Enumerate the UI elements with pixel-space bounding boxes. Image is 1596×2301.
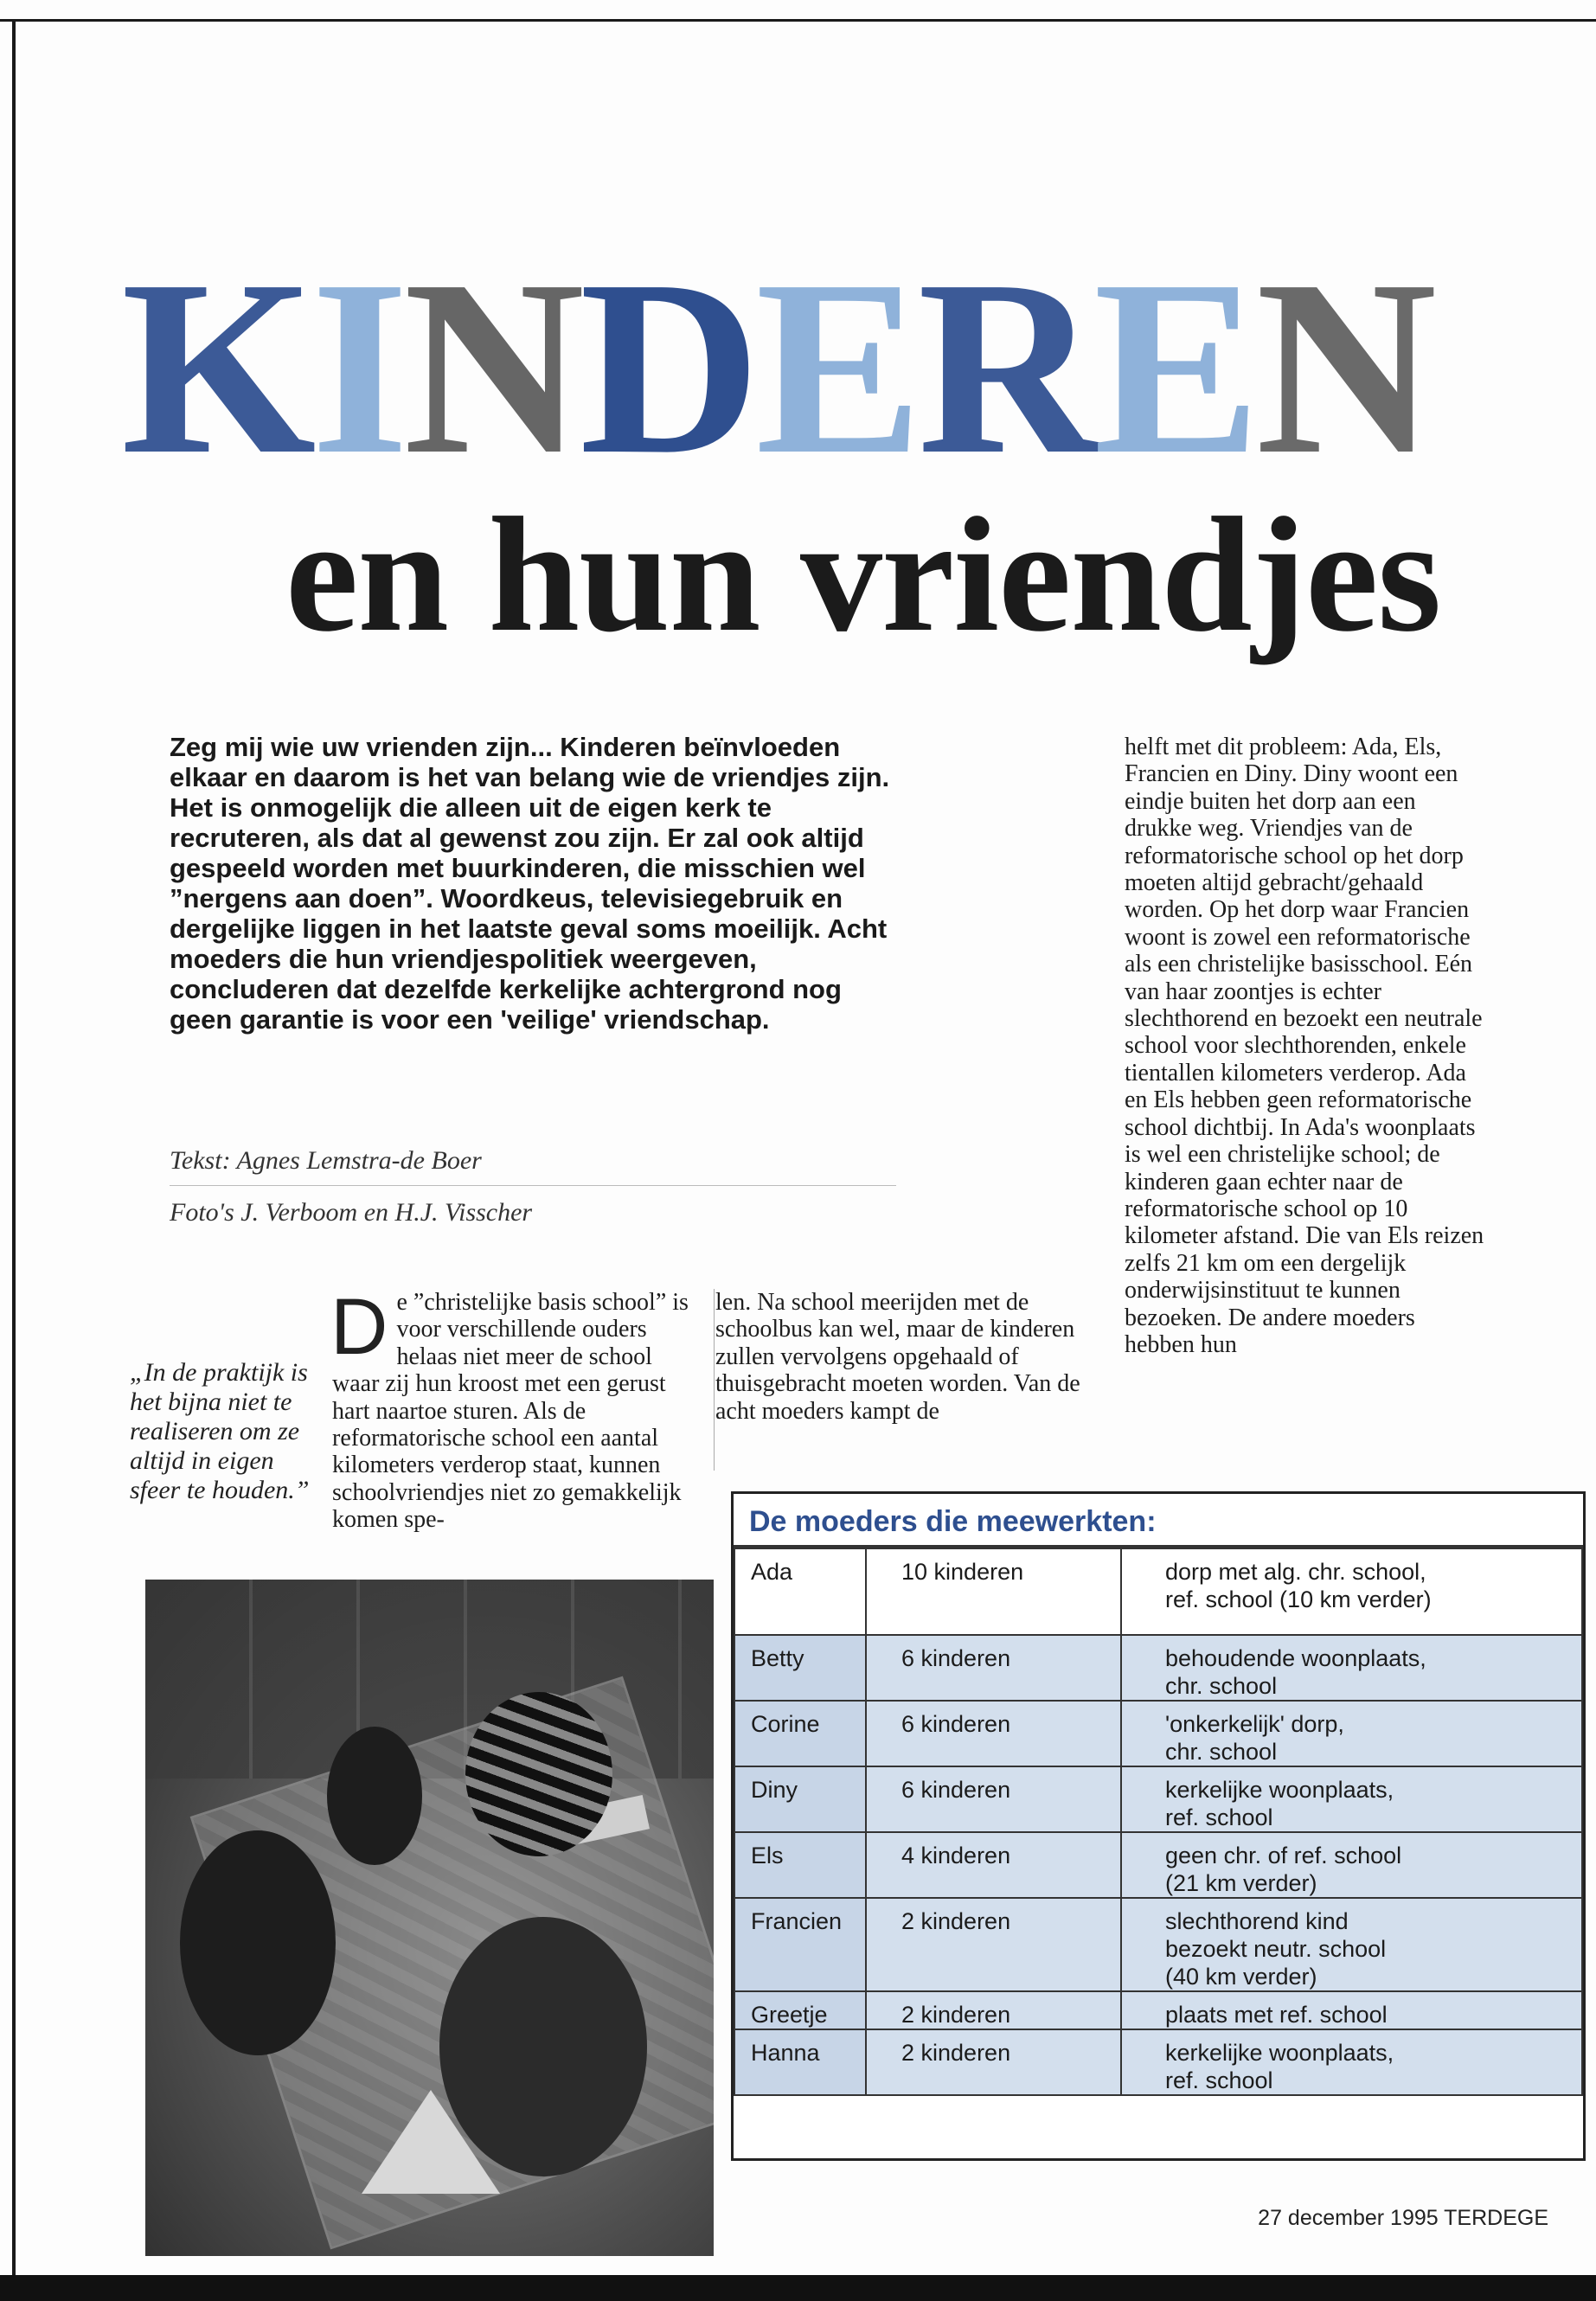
title-letter: N bbox=[403, 228, 580, 506]
mother-name-cell: Betty bbox=[734, 1635, 866, 1701]
title-letter: R bbox=[917, 228, 1094, 506]
children-count-cell: 2 kinderen bbox=[866, 1898, 1121, 1991]
mothers-table-row bbox=[734, 1898, 1582, 1991]
title-letter: E bbox=[755, 228, 918, 506]
children-count-cell: 6 kinderen bbox=[866, 1701, 1121, 1766]
body-column-3: helft met dit probleem: Ada, Els, Francien en Diny. Diny woont een eindje buiten het dorp aan een drukke weg. Vriendjes van de reformatorische school op het dorp moeten altijd gebracht/gehaald worden. Op het dorp waar Francien woont is zowel een reformatorische als een christelijke basisschool. Eén van haar zoontjes is echter slechthorend en bezoekt een neutrale school voor slechthorenden, enkele tientallen kilometers verderop. Ada en Els hebben geen reformatorische school dichtbij. In Ada's woonplaats is wel een christelijke school; de kinderen gaan echter naar de reformatorische school op 10 kilometer afstand. Die van Els reizen zelfs 21 km om een dergelijk onderwijsinstituut te kunnen bezoeken. De andere moeders hebben hun bbox=[1125, 734, 1484, 1358]
children-count-cell: 2 kinderen bbox=[866, 2029, 1121, 2095]
children-count-cell: 6 kinderen bbox=[866, 1635, 1121, 1701]
situation-cell: plaats met ref. school bbox=[1121, 1991, 1582, 2029]
photo-triangle-board bbox=[362, 2090, 500, 2194]
article-title bbox=[121, 228, 1471, 506]
children-count-cell: 6 kinderen bbox=[866, 1766, 1121, 1832]
photo-child-1 bbox=[327, 1727, 422, 1865]
mothers-table-body bbox=[734, 1548, 1582, 2095]
title-letter: E bbox=[1093, 228, 1256, 506]
body-column-1 bbox=[330, 1283, 704, 1534]
mothers-table-row bbox=[734, 1701, 1582, 1766]
title-letter: K bbox=[121, 228, 311, 506]
situation-cell: geen chr. of ref. school (21 km verder) bbox=[1121, 1832, 1582, 1898]
pull-quote: „In de praktijk is het bijna niet te realiseren om ze altijd in eigen sfeer te houden.” bbox=[130, 1358, 310, 1504]
title-letter: I bbox=[311, 228, 404, 506]
mother-name-cell: Hanna bbox=[734, 2029, 866, 2095]
drop-cap: D bbox=[330, 1283, 388, 1371]
article-intro: Zeg mij wie uw vrienden zijn... Kinderen beïnvloeden elkaar en daarom is het van belang wie de vriendjes zijn. Het is onmogelijk die alleen uit de eigen kerk te recruteren, als dat al gewenst zou zijn. Er zal ook altijd gespeeld worden met buurkinderen, die misschien wel ”nergens aan doen”. Woordkeus, televisiegebruik en dergelijke liggen in het laatste geval soms moeilijk. Acht moeders die hun vriendjespolitiek weergeven, concluderen dat dezelfde kerkelijke achtergrond nog geen garantie is voor een 'veilige' vriendschap. bbox=[170, 732, 890, 1035]
mother-name-cell: Els bbox=[734, 1832, 866, 1898]
photo-child-2 bbox=[465, 1692, 612, 1856]
mothers-table-row bbox=[734, 1832, 1582, 1898]
children-playing-photo bbox=[145, 1580, 714, 2256]
mothers-table-row bbox=[734, 1991, 1582, 2029]
mother-name-cell: Diny bbox=[734, 1766, 866, 1832]
page-edge-top bbox=[0, 19, 1596, 22]
body-column-1-text: e ”christelijke basis school” is voor verschillende ouders helaas niet meer de school waar zij hun kroost met een gerust hart naartoe sturen. Als de reformatorische school een aantal kilometers verderop staat, kunnen schoolvriendjes niet zo gemakkelijk komen spe- bbox=[332, 1289, 689, 1534]
mothers-table-row bbox=[734, 1635, 1582, 1701]
mothers-table-box bbox=[731, 1491, 1586, 2161]
children-count-cell: 10 kinderen bbox=[866, 1548, 1121, 1635]
title-letter: D bbox=[579, 228, 756, 506]
mothers-table-row bbox=[734, 1548, 1582, 1635]
mother-name-cell: Greetje bbox=[734, 1991, 866, 2029]
situation-cell: behoudende woonplaats, chr. school bbox=[1121, 1635, 1582, 1701]
photo-credit: Foto's J. Verboom en H.J. Visscher bbox=[170, 1198, 533, 1227]
mother-name-cell: Ada bbox=[734, 1548, 866, 1635]
mother-name-cell: Corine bbox=[734, 1701, 866, 1766]
title-letter: N bbox=[1255, 228, 1433, 506]
situation-cell: kerkelijke woonplaats, ref. school bbox=[1121, 2029, 1582, 2095]
text-credit: Tekst: Agnes Lemstra-de Boer bbox=[170, 1146, 482, 1175]
children-count-cell: 4 kinderen bbox=[866, 1832, 1121, 1898]
column-divider bbox=[714, 1289, 715, 1471]
page-footer: 27 december 1995 TERDEGE bbox=[1258, 2206, 1548, 2230]
mothers-table-title: De moeders die meewerkten: bbox=[734, 1494, 1583, 1548]
article-subtitle: en hun vriendjes bbox=[285, 484, 1441, 666]
mothers-table-row bbox=[734, 2029, 1582, 2095]
situation-cell: 'onkerkelijk' dorp, chr. school bbox=[1121, 1701, 1582, 1766]
page-edge-left bbox=[12, 19, 16, 2277]
page-edge-bottom bbox=[0, 2275, 1596, 2301]
situation-cell: kerkelijke woonplaats, ref. school bbox=[1121, 1766, 1582, 1832]
mothers-table-row bbox=[734, 1766, 1582, 1832]
photo-child-3 bbox=[180, 1830, 336, 2055]
mother-name-cell: Francien bbox=[734, 1898, 866, 1991]
children-count-cell: 2 kinderen bbox=[866, 1991, 1121, 2029]
situation-cell: dorp met alg. chr. school, ref. school (10 km verder) bbox=[1121, 1548, 1582, 1635]
situation-cell: slechthorend kind bezoekt neutr. school (40 km verder) bbox=[1121, 1898, 1582, 1991]
body-column-2: len. Na school meerijden met de schoolbus kan wel, maar de kinderen zullen vervolgens opgehaald of thuisgebracht moeten worden. Van de acht moeders kampt de bbox=[715, 1289, 1080, 1425]
credit-divider bbox=[170, 1185, 896, 1186]
mothers-table bbox=[734, 1548, 1583, 2096]
